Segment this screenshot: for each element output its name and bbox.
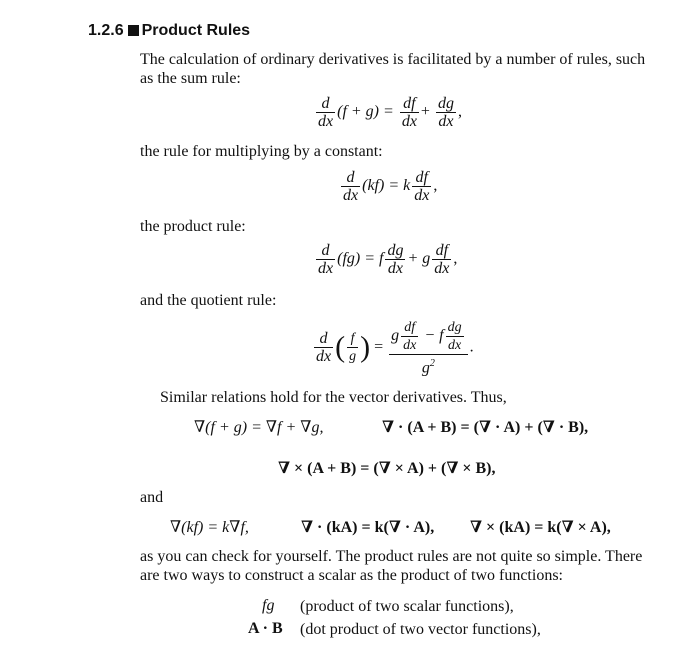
vector-sum-divergence: ∇ · (A + B) = (∇ · A) + (∇ · B), — [382, 419, 589, 436]
vector-sum-curl: ∇ × (A + B) = (∇ × A) + (∇ × B), — [278, 460, 496, 477]
scalar-product-desc: (product of two scalar functions), — [300, 598, 514, 615]
sum-rule-equation: $\frac{d}{dx}$ (f + g) = $\frac{df}{dx}$ + $\frac{dg}{dx}$ , — [318, 95, 462, 130]
section-heading — [88, 22, 250, 40]
section-number: 1.2.6 — [88, 22, 124, 39]
quotient-rule-text: and the quotient rule: — [140, 292, 277, 309]
constant-rule-text: the rule for multiplying by a constant: — [140, 143, 383, 160]
constant-rule-equation: $\frac{d}{dx}$ (kf) = k $\frac{df}{dx}$ , — [343, 169, 438, 204]
vector-const-divergence: ∇ · (kA) = k(∇ · A), — [301, 519, 435, 536]
vector-const-gradient: ∇(kf) = k∇f, — [170, 519, 249, 536]
section-title: Product Rules — [141, 22, 251, 39]
dot-product-symbol: A · B — [248, 620, 283, 637]
quotient-rule-equation: $\frac{d}{dx}$ ( $\frac{f}{g}$ ) = g $\frac{df}{dx}$ − f $\frac{dg}{dx}$ $g^2$ . — [316, 320, 474, 377]
product-rule-text: the product rule: — [140, 218, 246, 235]
scalar-product-symbol: fg — [262, 597, 275, 614]
and-text: and — [140, 489, 164, 506]
product-rule-equation: $\frac{d}{dx}$ (fg) = f $\frac{dg}{dx}$ + g $\frac{df}{dx}$ , — [318, 242, 458, 277]
vector-text: Similar relations hold for the vector derivatives. Thus, — [160, 389, 507, 406]
dot-product-desc: (dot product of two vector functions), — [300, 621, 541, 638]
intro-paragraph: The calculation of ordinary derivatives is facilitated by a number of rules, such as the sum rule: — [140, 51, 646, 87]
square-bullet-icon — [128, 25, 139, 36]
vector-sum-gradient: ∇(f + g) = ∇f + ∇g, — [194, 419, 324, 436]
check-paragraph: as you can check for yourself. The product rules are not quite so simple. There are two ways to construct a scalar as the product of two functions: — [140, 548, 643, 584]
vector-const-curl: ∇ × (kA) = k(∇ × A), — [470, 519, 611, 536]
